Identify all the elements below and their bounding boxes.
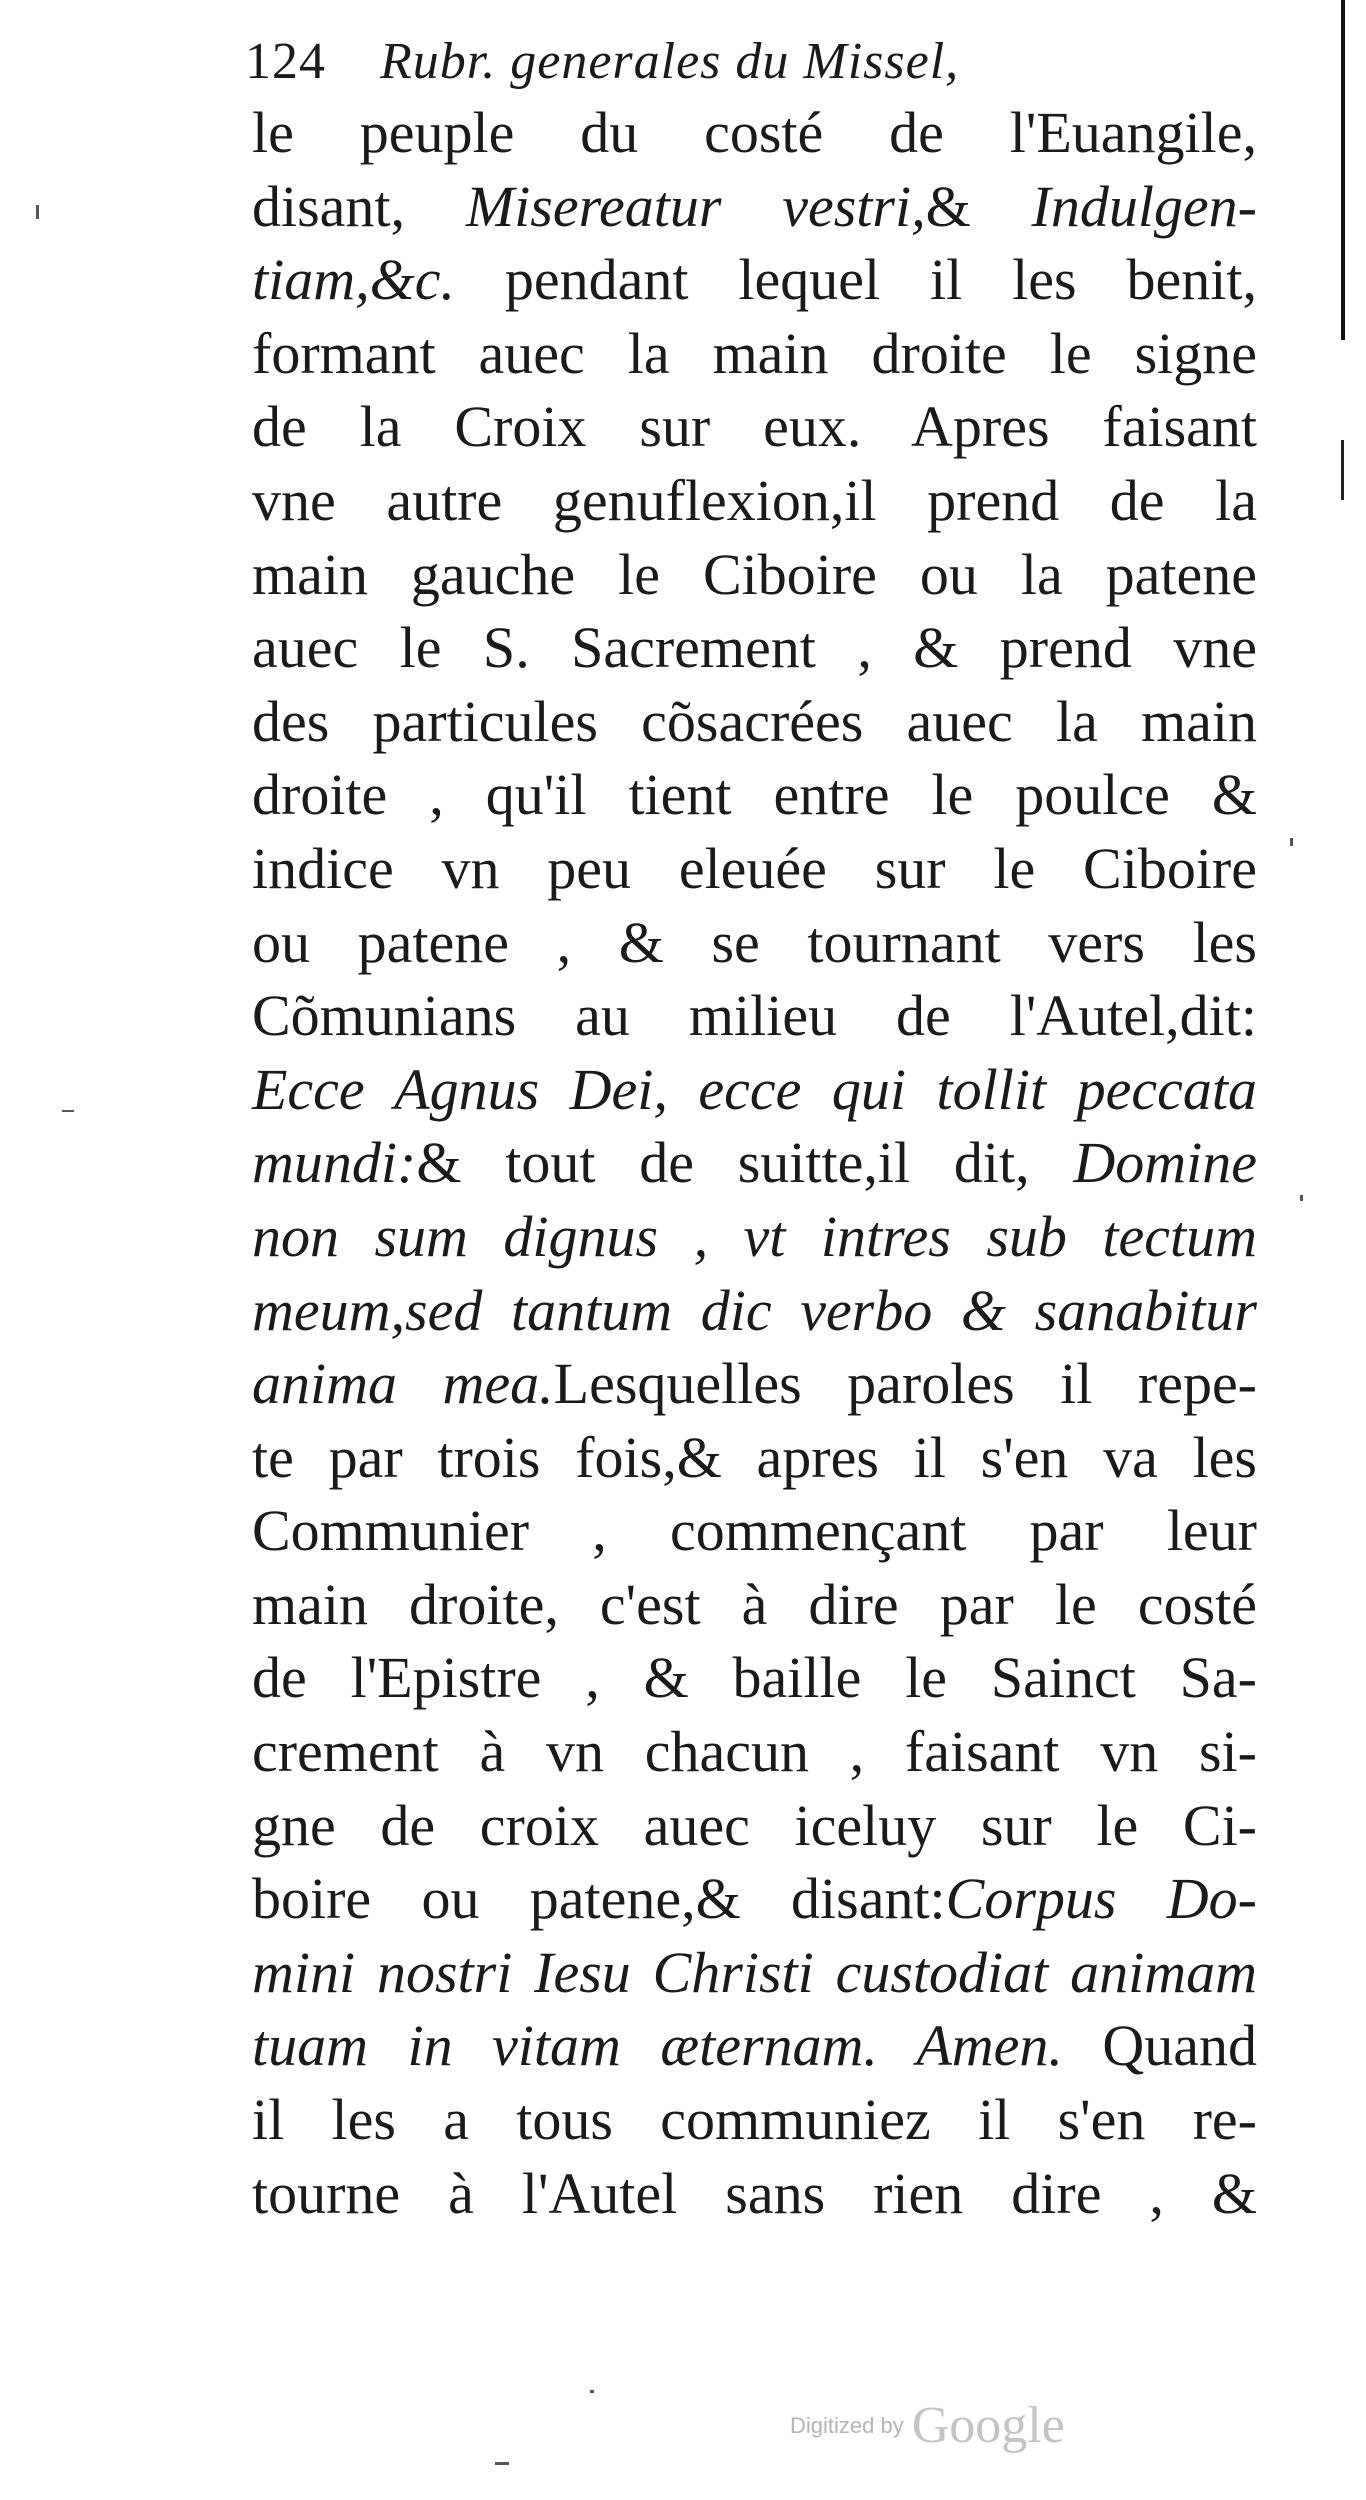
scan-speck [62, 1110, 74, 1112]
page-number: 124 [245, 33, 326, 90]
google-logo: Google [911, 2397, 1065, 2454]
scan-speck [36, 205, 39, 219]
text-line [252, 1053, 1257, 1127]
italic-text-segment: mundi: [252, 1130, 417, 1196]
text-line [252, 1715, 1257, 1789]
italic-text-segment: non sum dignus , vt intres sub tectum [252, 1203, 1257, 1269]
text-segment: le peuple du costé de l'Euangile, [252, 100, 1257, 165]
running-head [245, 30, 959, 94]
text-line [252, 611, 1257, 685]
text-segment: droite , qu'il tient entre le poulce & [252, 762, 1257, 828]
text-line [252, 1936, 1257, 2010]
text-line [252, 317, 1257, 391]
text-line [252, 758, 1257, 832]
text-line [252, 464, 1257, 538]
text-segment: de la Croix sur eux. Apres faisant [252, 394, 1257, 460]
text-segment: auec le S. Sacrement , & prend vne [252, 615, 1257, 681]
text-line [252, 170, 1257, 244]
text-segment: crement à vn chacun , faisant vn si- [252, 1719, 1257, 1785]
scan-speck [1300, 1195, 1303, 1201]
digitization-watermark [790, 2396, 1065, 2476]
running-title: Rubr. generales du Missel, [380, 33, 960, 90]
text-segment: formant auec la main droite le signe [252, 320, 1257, 386]
text-line [252, 1568, 1257, 1642]
text-segment: & [925, 173, 1032, 239]
text-line [252, 1200, 1257, 1274]
scan-edge-rule [1341, 0, 1345, 340]
scan-speck [590, 2390, 594, 2393]
text-segment: indice vn peu eleuée sur le Ciboire [252, 835, 1257, 901]
text-line [252, 1347, 1257, 1421]
italic-text-segment: meum,sed tantum dic verbo & sanabitur [252, 1277, 1257, 1343]
text-line [252, 685, 1257, 759]
text-segment: disant, [252, 173, 466, 239]
text-line [252, 390, 1257, 464]
text-line [252, 538, 1257, 612]
italic-text-segment: tuam in vitam æternam. Amen. [252, 2013, 1063, 2079]
text-line [252, 243, 1257, 317]
text-line [252, 2157, 1257, 2231]
italic-text-segment: Ecce Agnus Dei, ecce qui tollit peccata [252, 1056, 1257, 1122]
body-text [252, 96, 1257, 2230]
text-segment: il les a tous communiez il s'en re- [252, 2087, 1257, 2153]
text-segment: Communier , commençant par leur [252, 1498, 1257, 1564]
text-line [252, 96, 1257, 170]
italic-text-segment: Misereatur vestri, [465, 173, 926, 239]
scan-edge-rule-lower [1341, 440, 1344, 500]
text-segment: main droite, c'est à dire par le costé [252, 1571, 1257, 1637]
italic-text-segment: tiam,&c. [252, 247, 455, 313]
italic-text-segment: anima mea. [252, 1351, 554, 1417]
text-segment: & tout de suitte,il dit, [416, 1130, 1074, 1196]
text-segment: Lesquelles paroles il repe- [553, 1351, 1257, 1417]
text-segment: Cõmunians au milieu de l'Autel,dit: [252, 983, 1257, 1049]
watermark-prefix: Digitized by [790, 2412, 904, 2438]
text-segment: main gauche le Ciboire ou la patene [252, 541, 1257, 607]
text-line [252, 1126, 1257, 1200]
scan-speck [495, 2462, 509, 2465]
text-segment: vne autre genuflexion,il prend de la [252, 467, 1257, 533]
text-segment: tourne à l'Autel sans rien dire , & [252, 2160, 1257, 2226]
text-line [252, 1421, 1257, 1495]
text-line [252, 2083, 1257, 2157]
italic-text-segment: Indulgen- [1031, 173, 1257, 239]
italic-text-segment: mini nostri Iesu Christi custodiat animam [252, 1939, 1257, 2005]
text-line [252, 1789, 1257, 1863]
text-line [252, 906, 1257, 980]
text-line [252, 1494, 1257, 1568]
italic-text-segment: Domine [1073, 1130, 1257, 1196]
italic-text-segment: Corpus Do- [945, 1866, 1257, 1932]
text-segment: te par trois fois,& apres il s'en va les [252, 1424, 1257, 1490]
text-segment: Quand [1062, 2013, 1257, 2079]
text-line [252, 2009, 1257, 2083]
text-segment: boire ou patene,& disant: [252, 1866, 946, 1932]
text-segment: ou patene , & se tournant vers les [252, 909, 1257, 975]
text-line [252, 1862, 1257, 1936]
text-line [252, 1641, 1257, 1715]
text-segment: de l'Epistre , & baille le Sainct Sa- [252, 1645, 1257, 1711]
text-segment: gne de croix auec iceluy sur le Ci- [252, 1792, 1257, 1858]
text-line [252, 832, 1257, 906]
text-segment: des particules cõsacrées auec la main [252, 688, 1257, 754]
text-line [252, 979, 1257, 1053]
scan-speck [1290, 838, 1293, 846]
text-segment: pendant lequel il les benit, [454, 247, 1257, 313]
text-line [252, 1274, 1257, 1348]
